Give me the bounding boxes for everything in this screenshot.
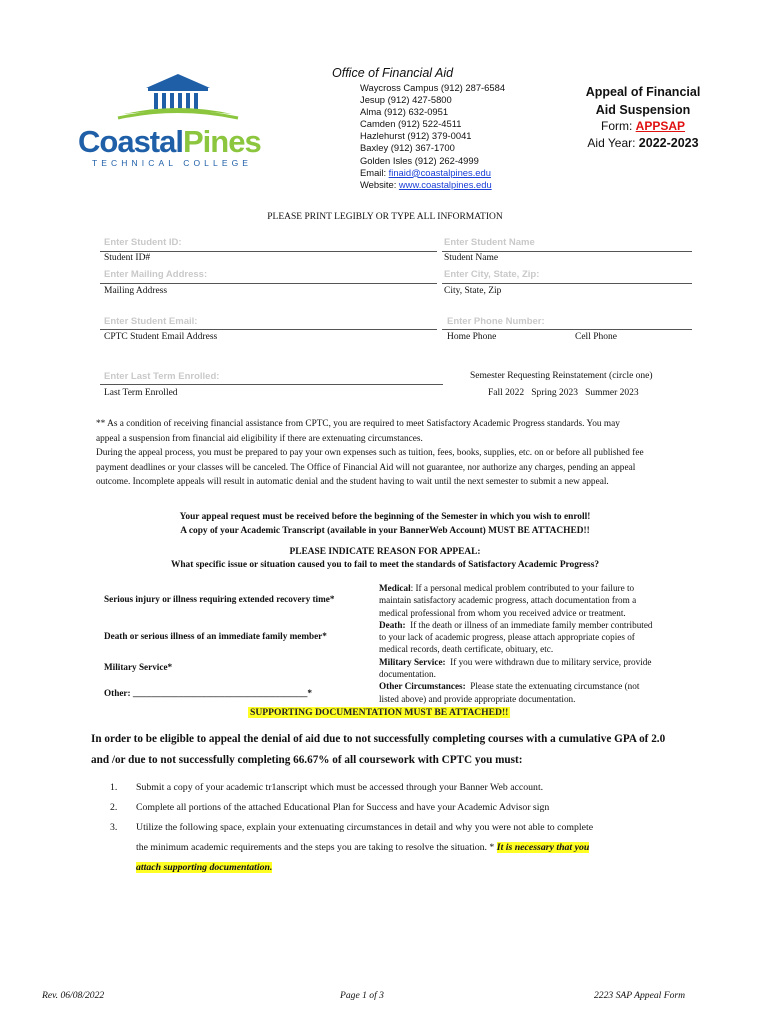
student-id-label: Student ID# <box>104 253 151 263</box>
city-state-zip-line <box>442 283 692 284</box>
footer-page-number: Page 1 of 3 <box>340 990 384 1001</box>
email-link[interactable]: finaid@coastalpines.edu <box>388 166 491 178</box>
condition-line-4: payment deadlines or your classes will be canceled. The Office of Financial Aid will not guarantee, nor authorize any charges, pending an appeal <box>96 462 636 473</box>
logo-wordmark: CoastalPines <box>78 124 261 159</box>
death-line-2: to your lack of academic progress, please attach appropriate copies of <box>379 632 635 643</box>
step-3-text-2: the minimum academic requirements and the steps you are taking to resolve the situation. * <box>136 842 497 853</box>
medical-title: Medical <box>379 583 411 593</box>
student-email-input[interactable]: Enter Student Email: <box>104 316 198 327</box>
phone-line <box>442 329 692 330</box>
contact-golden-isles: Golden Isles (912) 262-4999 <box>360 154 479 166</box>
military-title: Military Service: <box>379 656 446 667</box>
medical-line-2: maintain satisfactory academic progress, attach documentation from a <box>379 595 637 606</box>
step-3-text: Utilize the following space, explain your extenuating circumstances in detail and why you were not able to complete <box>136 822 594 833</box>
gpa-statement <box>91 729 691 771</box>
contact-hazlehurst: Hazlehurst (912) 379-0041 <box>360 130 472 142</box>
website-label: Website: <box>360 178 399 190</box>
condition-line-5: outcome. Incomplete appeals will result in automatic denial and the student having to wait until the next semester to submit a new appeal. <box>96 477 609 488</box>
student-name-input[interactable]: Enter Student Name <box>444 237 535 248</box>
condition-line-2: appeal a suspension from financial aid eligibility if there are extenuating circumstances. <box>96 433 423 444</box>
death-title: Death: <box>379 619 406 630</box>
form-title <box>568 84 718 119</box>
contact-camden: Camden (912) 522-4511 <box>360 118 462 130</box>
reason-option-injury[interactable]: Serious injury or illness requiring extended recovery time* <box>104 594 335 604</box>
step-1-text: Submit a copy of your academic tr1anscript which must be accessed through your Banner Web account. <box>136 782 544 793</box>
cell-phone-label: Cell Phone <box>575 332 617 342</box>
step-2-text: Complete all portions of the attached Educational Plan for Success and have your Academic Advisor sign <box>136 802 550 813</box>
military-line-2: documentation. <box>379 669 436 680</box>
mailing-address-input[interactable]: Enter Mailing Address: <box>104 269 208 280</box>
step-3-text-2-line <box>136 838 676 858</box>
step-3-highlight-2: attach supporting documentation. <box>136 862 273 873</box>
email-label: Email: <box>360 166 389 178</box>
medical-line-1 <box>379 582 699 594</box>
last-term-label: Last Term Enrolled <box>104 388 178 398</box>
student-id-line <box>100 251 437 252</box>
step-3-highlight-1: It is necessary that you <box>496 842 590 853</box>
form-title-line-1: Appeal of Financial <box>585 85 701 99</box>
office-title: Office of Financial Aid <box>332 66 454 80</box>
medical-line-3: medical professional from whom you received advice or treatment. <box>379 607 626 618</box>
student-email-label: CPTC Student Email Address <box>104 332 218 342</box>
last-term-line <box>100 384 443 385</box>
gpa-line-2: and /or due to not successfully completing 66.67% of all coursework with CPTC you must: <box>91 754 523 766</box>
step-3 <box>110 818 670 880</box>
reason-option-military[interactable]: Military Service* <box>104 662 173 672</box>
step-2 <box>110 798 670 818</box>
form-code-line <box>568 118 718 136</box>
step-3-number: 3. <box>110 822 118 833</box>
reason-heading: PLEASE INDICATE REASON FOR APPEAL: <box>289 547 481 557</box>
home-phone-label: Home Phone <box>447 332 497 342</box>
condition-paragraph <box>96 417 686 490</box>
city-state-zip-label: City, State, Zip <box>444 286 502 296</box>
reason-explanations <box>379 582 699 705</box>
semester-label: Semester Requesting Reinstatement (circle one) <box>470 371 653 381</box>
student-id-input[interactable]: Enter Student ID: <box>104 237 182 248</box>
step-1-number: 1. <box>110 782 118 793</box>
step-3-highlight-line <box>136 858 676 878</box>
other-title: Other Circumstances: <box>379 681 466 692</box>
phone-input[interactable]: Enter Phone Number: <box>447 316 545 327</box>
print-instructions: PLEASE PRINT LEGIBLY OR TYPE ALL INFORMATION <box>267 212 503 222</box>
website-link[interactable]: www.coastalpines.edu <box>398 178 492 190</box>
military-line-1 <box>379 656 699 668</box>
mailing-address-line <box>100 283 437 284</box>
other-text-1: Please state the extenuating circumstance (not <box>465 681 640 692</box>
contact-waycross: Waycross Campus (912) 287-6584 <box>360 82 506 93</box>
student-name-label: Student Name <box>444 253 499 263</box>
footer-form-name: 2223 SAP Appeal Form <box>594 990 686 1001</box>
city-state-zip-input[interactable]: Enter City, State, Zip: <box>444 269 540 280</box>
contact-alma: Alma (912) 632-0951 <box>360 106 449 118</box>
college-logo <box>78 72 268 172</box>
supporting-documentation-notice: SUPPORTING DOCUMENTATION MUST BE ATTACHED!! <box>250 707 509 718</box>
transcript-notice: A copy of your Academic Transcript (available in your BannerWeb Account) MUST BE ATTACHED!! <box>180 526 590 536</box>
military-text-1: If you were withdrawn due to military service, provide <box>445 656 652 667</box>
aid-year-line <box>568 136 718 150</box>
contact-jesup: Jesup (912) 427-5800 <box>360 94 452 106</box>
reason-question: What specific issue or situation caused you to fail to meet the standards of Satisfactory Academic Progress? <box>170 560 600 570</box>
condition-line-1: ** As a condition of receiving financial assistance from CPTC, you are required to meet Satisfactory Academic Progress standards. You may <box>96 419 620 429</box>
contact-website <box>360 179 505 191</box>
last-term-input[interactable]: Enter Last Term Enrolled: <box>104 371 220 382</box>
logo-subtitle: TECHNICAL COLLEGE <box>92 158 253 168</box>
death-text-1: If the death or illness of an immediate family member contributed <box>405 619 653 630</box>
other-line-2: listed above) and provide appropriate documentation. <box>379 693 576 704</box>
aid-year-label: Aid Year: <box>587 136 639 150</box>
step-2-number: 2. <box>110 802 118 813</box>
aid-year-value: 2022-2023 <box>638 136 699 150</box>
reason-option-other[interactable]: Other: ______________________________________* <box>104 688 312 698</box>
form-title-line-2: Aid Suspension <box>595 102 691 117</box>
medical-text-1: : If a personal medical problem contributed to your failure to <box>410 583 635 593</box>
student-name-line <box>442 251 692 252</box>
condition-line-3: During the appeal process, you must be prepared to pay your own expenses such as tuition, fees, books, supplies, etc. on or before all published fee <box>96 448 644 459</box>
contact-list <box>360 82 505 191</box>
death-line-1 <box>379 619 699 631</box>
enroll-deadline-notice: Your appeal request must be received before the beginning of the Semester in which you wish to enroll! <box>179 512 591 522</box>
form-label: Form: <box>600 119 636 133</box>
step-1 <box>110 778 670 798</box>
semester-options[interactable]: Fall 2022 Spring 2023 Summer 2023 <box>488 388 639 398</box>
footer-revision: Rev. 06/08/2022 <box>42 990 105 1001</box>
other-line-1 <box>379 680 699 692</box>
gpa-line-1: In order to be eligible to appeal the denial of aid due to not successfully completing courses with a cumulative GPA of 2.0 <box>91 733 666 745</box>
contact-baxley: Baxley (912) 367-1700 <box>360 142 455 154</box>
form-code: APPSAP <box>635 119 686 133</box>
step-3-body <box>136 818 676 878</box>
contact-email <box>360 167 505 179</box>
mailing-address-label: Mailing Address <box>104 286 168 296</box>
student-email-line <box>100 329 437 330</box>
reason-option-death[interactable]: Death or serious illness of an immediate family member* <box>104 631 327 641</box>
death-line-3: medical records, death certificate, obituary, etc. <box>379 644 554 655</box>
